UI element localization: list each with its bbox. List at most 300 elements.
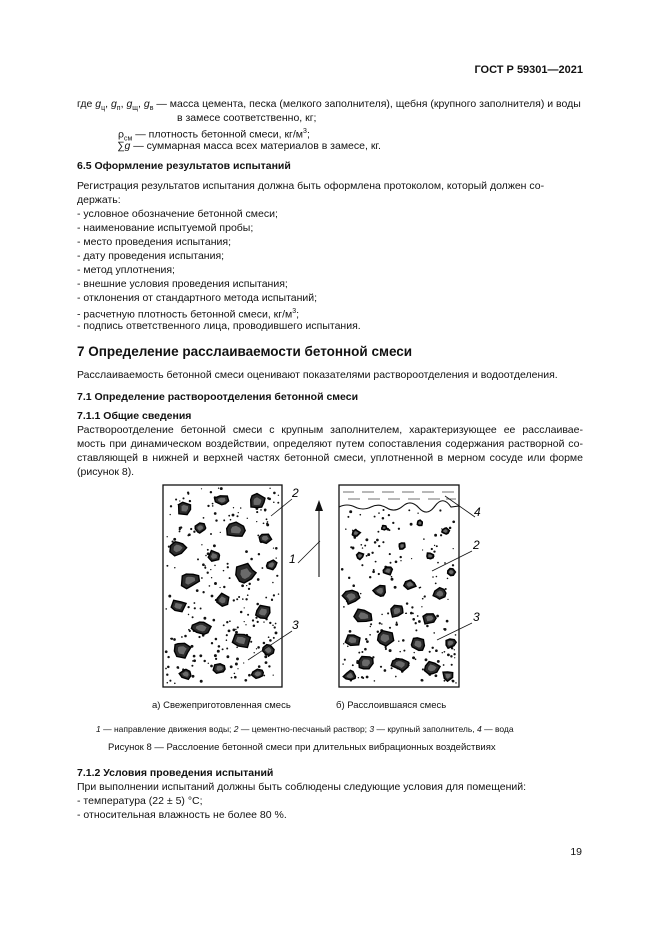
sand-grain bbox=[400, 560, 401, 561]
sand-grain bbox=[273, 674, 274, 675]
sand-grain bbox=[399, 651, 401, 653]
sand-grain bbox=[256, 511, 258, 513]
sand-grain bbox=[193, 531, 195, 533]
section-7-1-title: 7.1 Определение раствороотделения бетонной смеси bbox=[77, 391, 359, 403]
sand-grain bbox=[389, 553, 391, 555]
sand-grain bbox=[350, 546, 352, 548]
sand-grain bbox=[443, 628, 445, 630]
sand-grain bbox=[269, 639, 272, 642]
sand-grain bbox=[193, 602, 195, 604]
sand-grain bbox=[201, 577, 203, 579]
sand-grain bbox=[391, 667, 393, 669]
sand-grain bbox=[273, 492, 276, 495]
sand-grain bbox=[174, 683, 176, 685]
sand-grain bbox=[381, 623, 383, 625]
sand-grain bbox=[167, 656, 169, 658]
sand-grain bbox=[272, 624, 274, 626]
sand-grain bbox=[203, 617, 206, 620]
sand-grain bbox=[382, 517, 385, 520]
sand-grain bbox=[232, 628, 235, 631]
sand-grain bbox=[421, 606, 422, 607]
document-header: ГОСТ Р 59301—2021 bbox=[474, 64, 583, 76]
sand-grain bbox=[255, 617, 257, 619]
s65-item: - условное обозначение бетонной смеси; bbox=[77, 208, 278, 220]
sand-grain bbox=[219, 587, 220, 588]
sand-grain bbox=[380, 666, 382, 668]
sand-grain bbox=[240, 611, 243, 614]
sand-grain bbox=[273, 594, 275, 596]
sand-grain bbox=[179, 530, 181, 532]
sand-grain bbox=[237, 626, 239, 628]
sand-grain bbox=[395, 676, 397, 678]
sand-grain bbox=[187, 491, 189, 493]
sand-grain bbox=[231, 677, 233, 679]
sand-grain bbox=[248, 583, 250, 585]
sand-grain bbox=[422, 680, 424, 682]
sand-grain bbox=[265, 661, 268, 664]
sand-grain bbox=[412, 613, 414, 615]
sand-grain bbox=[268, 498, 271, 501]
sand-grain bbox=[244, 607, 245, 608]
sand-grain bbox=[167, 536, 168, 537]
sand-grain bbox=[218, 645, 221, 648]
sand-grain bbox=[408, 509, 410, 511]
sand-grain bbox=[226, 639, 228, 641]
sand-grain bbox=[175, 498, 177, 500]
sand-grain bbox=[188, 629, 190, 631]
sand-grain bbox=[276, 575, 278, 577]
sand-grain bbox=[228, 630, 231, 633]
sand-grain bbox=[436, 615, 439, 618]
sand-grain bbox=[382, 541, 384, 543]
sand-grain bbox=[210, 665, 213, 668]
sand-grain bbox=[202, 591, 204, 593]
sand-grain bbox=[166, 674, 168, 676]
sand-grain bbox=[213, 619, 216, 622]
sand-grain bbox=[192, 616, 194, 618]
sand-grain bbox=[214, 582, 217, 585]
sand-grain bbox=[167, 666, 170, 669]
sand-grain bbox=[201, 544, 202, 545]
sand-grain bbox=[391, 576, 393, 578]
sand-grain bbox=[203, 517, 205, 519]
sand-grain bbox=[454, 657, 455, 658]
sand-grain bbox=[343, 643, 344, 644]
sand-grain bbox=[447, 599, 448, 600]
sand-grain bbox=[272, 582, 274, 584]
sand-grain bbox=[261, 567, 263, 569]
sand-grain bbox=[395, 560, 398, 563]
sand-grain bbox=[176, 666, 179, 669]
sand-grain bbox=[228, 515, 230, 517]
sand-grain bbox=[234, 673, 236, 675]
sand-grain bbox=[173, 638, 176, 641]
section-7-1-2-title: 7.1.2 Условия проведения испытаний bbox=[77, 767, 274, 779]
sand-grain bbox=[275, 623, 277, 625]
sand-grain bbox=[189, 500, 191, 502]
sand-grain bbox=[445, 588, 447, 590]
s711-line: ставляющей в нижней и верхней частях бетонной смеси, уплотненной в мерном сосуде или форме bbox=[77, 452, 583, 464]
sand-grain bbox=[382, 509, 384, 511]
sand-grain bbox=[240, 507, 242, 509]
sand-grain bbox=[167, 682, 169, 684]
sand-grain bbox=[226, 634, 228, 636]
sand-grain bbox=[271, 599, 273, 601]
sand-grain bbox=[444, 680, 446, 682]
sand-grain bbox=[400, 556, 402, 558]
sand-grain bbox=[233, 599, 235, 601]
sand-grain bbox=[398, 641, 399, 642]
sand-grain bbox=[196, 589, 199, 592]
sand-grain bbox=[245, 550, 248, 553]
sand-grain bbox=[436, 576, 438, 578]
sand-grain bbox=[273, 501, 275, 503]
sand-grain bbox=[365, 638, 367, 640]
sand-grain bbox=[203, 660, 205, 662]
sand-grain bbox=[411, 606, 413, 608]
sand-grain bbox=[366, 640, 369, 643]
sand-grain bbox=[236, 646, 238, 648]
sand-grain bbox=[187, 534, 189, 536]
sand-grain bbox=[376, 539, 379, 542]
sand-grain bbox=[233, 507, 234, 508]
sand-grain bbox=[204, 567, 206, 569]
sand-grain bbox=[263, 675, 265, 677]
sand-grain bbox=[437, 660, 440, 663]
sand-grain bbox=[200, 608, 202, 610]
sand-grain bbox=[246, 585, 247, 586]
sand-grain bbox=[190, 528, 192, 530]
sand-grain bbox=[443, 664, 445, 666]
sand-grain bbox=[227, 563, 229, 565]
label-2-a: 2 bbox=[292, 486, 299, 500]
s65-item: - метод уплотнения; bbox=[77, 264, 175, 276]
sand-grain bbox=[341, 568, 344, 571]
sand-grain bbox=[389, 649, 392, 652]
sand-grain bbox=[390, 562, 392, 564]
where-rho: $\rho_{см}$ — плотность бетонной смеси, $кг/м^3$; bbox=[118, 128, 310, 143]
sand-grain bbox=[432, 576, 434, 578]
sand-grain bbox=[218, 487, 219, 488]
sand-grain bbox=[375, 561, 377, 563]
sand-grain bbox=[210, 491, 212, 493]
sand-grain bbox=[202, 563, 205, 566]
sand-grain bbox=[434, 545, 435, 546]
sand-grain bbox=[213, 544, 216, 547]
sand-grain bbox=[256, 603, 259, 606]
sand-grain bbox=[419, 587, 421, 589]
sand-grain bbox=[201, 488, 202, 489]
sand-grain bbox=[184, 635, 187, 638]
sand-grain bbox=[232, 514, 235, 517]
label-4: 4 bbox=[474, 505, 481, 519]
sand-grain bbox=[210, 533, 212, 535]
sand-grain bbox=[364, 545, 366, 547]
sand-grain bbox=[165, 650, 168, 653]
sand-grain bbox=[191, 665, 193, 667]
sand-grain bbox=[435, 649, 438, 652]
sand-grain bbox=[343, 606, 345, 608]
s65-item: - подпись ответственного лица, проводившего испытания. bbox=[77, 320, 361, 332]
sand-grain bbox=[387, 612, 389, 614]
sand-grain bbox=[254, 652, 255, 653]
sand-grain bbox=[402, 639, 405, 642]
sand-grain bbox=[348, 577, 350, 579]
s712-line-2: - температура (22 ± 5) °С; bbox=[77, 795, 203, 807]
sand-grain bbox=[238, 512, 239, 513]
sand-grain bbox=[422, 668, 424, 670]
sand-grain bbox=[268, 636, 270, 638]
sand-grain bbox=[389, 627, 391, 629]
s65-item: - дату проведения испытания; bbox=[77, 250, 225, 262]
sand-grain bbox=[170, 505, 172, 507]
sand-grain bbox=[168, 546, 170, 548]
sand-grain bbox=[367, 553, 370, 556]
sand-grain bbox=[406, 613, 408, 615]
sand-grain bbox=[230, 519, 232, 521]
sand-grain bbox=[361, 676, 363, 678]
sand-grain bbox=[248, 674, 251, 677]
sand-grain bbox=[205, 555, 207, 557]
sand-grain bbox=[244, 679, 247, 682]
s65-item: - место проведения испытания; bbox=[77, 236, 231, 248]
sand-grain bbox=[392, 522, 394, 524]
sand-grain bbox=[212, 503, 214, 505]
sand-grain bbox=[379, 622, 381, 624]
sand-grain bbox=[211, 642, 213, 644]
figure-legend: 1 — направление движения воды; 2 — цементно-песчаный раствор; 3 — крупный заполнитель, 4 — вода bbox=[96, 724, 514, 734]
where-line-2: в замесе соответственно, кг; bbox=[177, 112, 317, 124]
sand-grain bbox=[374, 516, 376, 518]
sand-grain bbox=[396, 622, 398, 624]
sand-grain bbox=[361, 564, 363, 566]
label-1: 1 bbox=[289, 552, 296, 566]
sand-grain bbox=[193, 659, 196, 662]
sand-grain bbox=[181, 636, 183, 638]
sand-grain bbox=[238, 596, 240, 598]
sand-grain bbox=[422, 549, 423, 550]
sand-grain bbox=[384, 669, 387, 672]
sand-grain bbox=[263, 621, 264, 622]
sand-grain bbox=[360, 544, 362, 546]
sand-grain bbox=[411, 558, 412, 559]
sand-grain bbox=[166, 565, 168, 567]
sand-grain bbox=[214, 512, 217, 515]
sand-grain bbox=[265, 597, 267, 599]
sand-grain bbox=[349, 510, 352, 513]
sand-grain bbox=[444, 651, 446, 653]
fresh-mix-column bbox=[163, 485, 282, 687]
sand-grain bbox=[412, 618, 415, 621]
sand-grain bbox=[223, 519, 225, 521]
sand-grain bbox=[241, 584, 244, 587]
sand-grain bbox=[235, 663, 238, 666]
sand-grain bbox=[217, 650, 220, 653]
sand-grain bbox=[170, 638, 172, 640]
sand-grain bbox=[263, 642, 266, 645]
sand-grain bbox=[245, 624, 246, 625]
sand-grain bbox=[236, 598, 238, 600]
sand-grain bbox=[366, 555, 368, 557]
sand-grain bbox=[417, 512, 418, 513]
sand-grain bbox=[194, 607, 196, 609]
sand-grain bbox=[426, 625, 429, 628]
caption-a: а) Свежеприготовленная смесь bbox=[152, 700, 291, 711]
s711-line: мость при динамическом воздействии, определяют путем сопоставления содержания растворной со- bbox=[77, 438, 583, 450]
sand-grain bbox=[373, 569, 375, 571]
sand-grain bbox=[237, 668, 238, 669]
sand-grain bbox=[226, 655, 229, 658]
sand-grain bbox=[250, 558, 253, 561]
sand-grain bbox=[258, 665, 261, 668]
sand-grain bbox=[193, 655, 196, 658]
sand-grain bbox=[220, 487, 223, 490]
sand-grain bbox=[447, 654, 450, 657]
sand-grain bbox=[378, 512, 380, 514]
page-number: 19 bbox=[570, 846, 582, 858]
figure-title: Рисунок 8 — Расслоение бетонной смеси при длительных вибрационных воздействиях bbox=[108, 742, 496, 753]
sand-grain bbox=[204, 565, 205, 566]
sand-grain bbox=[374, 680, 376, 682]
sand-grain bbox=[369, 634, 371, 636]
sand-grain bbox=[361, 651, 363, 653]
sand-grain bbox=[243, 662, 244, 663]
sand-grain bbox=[439, 509, 441, 511]
sand-grain bbox=[352, 584, 355, 587]
sand-grain bbox=[451, 664, 453, 666]
sand-grain bbox=[277, 502, 279, 504]
sand-grain bbox=[381, 614, 383, 616]
sand-grain bbox=[207, 549, 209, 551]
sand-grain bbox=[391, 578, 394, 581]
sand-grain bbox=[434, 534, 437, 537]
sand-grain bbox=[211, 577, 212, 578]
sand-grain bbox=[264, 655, 267, 658]
sand-grain bbox=[223, 570, 225, 572]
sand-grain bbox=[442, 652, 443, 653]
sand-grain bbox=[226, 648, 228, 650]
s711-line: (рисунок 8). bbox=[77, 466, 135, 478]
sand-grain bbox=[179, 527, 181, 529]
sand-grain bbox=[415, 629, 417, 631]
sand-grain bbox=[358, 652, 360, 654]
sand-grain bbox=[209, 585, 211, 587]
sand-grain bbox=[362, 547, 363, 548]
sand-grain bbox=[234, 676, 237, 679]
sand-grain bbox=[435, 674, 438, 677]
sand-grain bbox=[452, 520, 455, 523]
sand-grain bbox=[453, 653, 455, 655]
s65-item: - наименование испытуемой пробы; bbox=[77, 222, 254, 234]
sand-grain bbox=[223, 586, 225, 588]
sand-grain bbox=[269, 622, 271, 624]
label-2-b: 2 bbox=[473, 538, 480, 552]
sand-grain bbox=[165, 608, 167, 610]
sand-grain bbox=[418, 620, 421, 623]
sand-grain bbox=[415, 622, 417, 624]
sand-grain bbox=[170, 514, 171, 515]
sand-grain bbox=[210, 569, 211, 570]
sand-grain bbox=[385, 648, 387, 650]
sand-grain bbox=[260, 509, 262, 511]
s711-line: Раствороотделение бетонной смеси с крупным заполнителем, характеризующее ее расслаивае- bbox=[77, 424, 583, 436]
sand-grain bbox=[235, 629, 236, 630]
sand-grain bbox=[257, 578, 260, 581]
sand-grain bbox=[415, 658, 417, 660]
sand-grain bbox=[227, 566, 229, 568]
sand-grain bbox=[244, 621, 245, 622]
sand-grain bbox=[253, 624, 256, 627]
sand-grain bbox=[449, 527, 452, 530]
s65-item: - расчетную плотность бетонной смеси, $кг/м^3$; bbox=[77, 308, 300, 321]
sand-grain bbox=[377, 630, 379, 632]
sand-grain bbox=[256, 521, 257, 522]
sand-grain bbox=[263, 522, 265, 524]
sand-grain bbox=[247, 518, 248, 519]
sand-grain bbox=[444, 562, 446, 564]
section-7-1-1-title: 7.1.1 Общие сведения bbox=[77, 410, 192, 422]
sand-grain bbox=[410, 523, 413, 526]
section-7-title: 7 Определение расслаиваемости бетонной смеси bbox=[77, 344, 413, 359]
where-sum: ∑g — суммарная масса всех материалов в замесе, кг. bbox=[117, 140, 381, 152]
sand-grain bbox=[257, 534, 259, 536]
sand-grain bbox=[269, 488, 270, 489]
sand-grain bbox=[258, 553, 260, 555]
sand-grain bbox=[245, 598, 247, 600]
sand-grain bbox=[453, 548, 454, 549]
sand-grain bbox=[378, 545, 380, 547]
sand-grain bbox=[168, 595, 171, 598]
sand-grain bbox=[342, 663, 343, 664]
sand-grain bbox=[437, 562, 439, 564]
sand-grain bbox=[197, 558, 199, 560]
sand-grain bbox=[377, 531, 379, 533]
sand-grain bbox=[212, 505, 214, 507]
sand-grain bbox=[412, 657, 413, 658]
sand-grain bbox=[220, 532, 221, 533]
sand-grain bbox=[433, 632, 435, 634]
sand-grain bbox=[207, 572, 209, 574]
s712-line-3: - относительная влажность не более 80 %. bbox=[77, 809, 287, 821]
sand-grain bbox=[211, 595, 214, 598]
sand-grain bbox=[349, 630, 352, 633]
sand-grain bbox=[274, 626, 276, 628]
sand-grain bbox=[452, 564, 454, 566]
sand-grain bbox=[230, 665, 233, 668]
label-3-a: 3 bbox=[292, 618, 299, 632]
sand-grain bbox=[455, 682, 457, 684]
sand-grain bbox=[344, 659, 346, 661]
sand-grain bbox=[266, 518, 268, 520]
where-line-1: где $g_ц$, $g_п$, $g_щ$, $g_в$ — масса цемента, песка (мелкого заполнителя), щебня (крупного заполнителя) и воды bbox=[77, 98, 581, 113]
sand-grain bbox=[182, 497, 184, 499]
sand-grain bbox=[222, 648, 224, 650]
sand-grain bbox=[214, 654, 217, 657]
caption-b: б) Расслоившаяся смесь bbox=[336, 700, 447, 711]
sand-grain bbox=[267, 521, 269, 523]
sand-grain bbox=[275, 547, 278, 550]
sand-grain bbox=[424, 595, 426, 597]
sand-grain bbox=[433, 550, 435, 552]
sand-grain bbox=[388, 514, 390, 516]
sand-grain bbox=[173, 538, 176, 541]
vessel-b-outline bbox=[339, 485, 459, 687]
section-6-5-title: 6.5 Оформление результатов испытаний bbox=[77, 160, 291, 172]
sand-grain bbox=[229, 620, 231, 622]
sand-grain bbox=[446, 620, 449, 623]
sand-grain bbox=[187, 606, 189, 608]
sand-grain bbox=[429, 651, 431, 653]
